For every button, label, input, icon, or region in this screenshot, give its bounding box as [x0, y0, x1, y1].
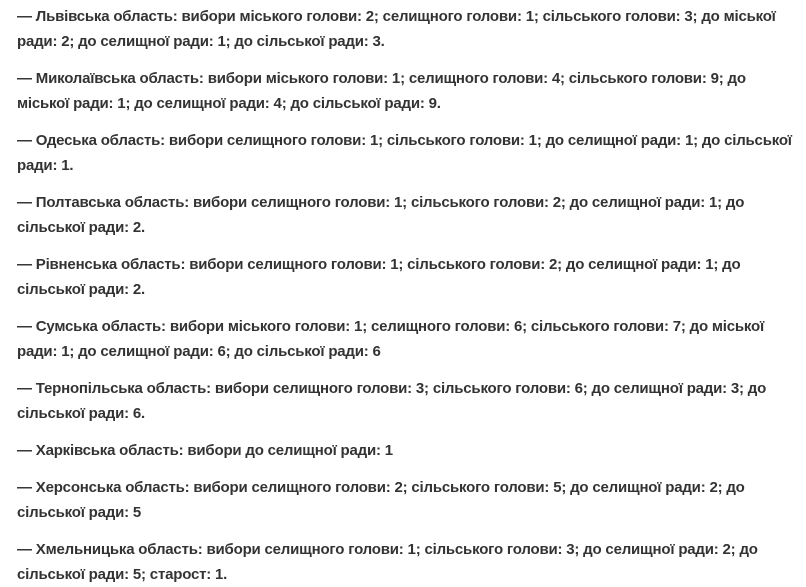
region-odesa: — Одеська область: вибори селищного голови: 1; сільського голови: 1; до селищної ради: 1; до сільської ради: 1.	[17, 132, 792, 174]
region-kharkiv: — Харківська область: вибори до селищної ради: 1	[17, 442, 393, 459]
region-lviv: — Львівська область: вибори міського голови: 2; селищного голови: 1; сільського голови: 3; до міської ради: 2; до селищної ради: 1; до сільської ради: 3.	[17, 8, 776, 50]
region-poltava: — Полтавська область: вибори селищного голови: 1; сільського голови: 2; до селищної ради: 1; до сільської ради: 2.	[17, 194, 745, 236]
region-rivne: — Рівненська область: вибори селищного голови: 1; сільського голови: 2; до селищної ради: 1; до сільської ради: 2.	[17, 256, 741, 298]
region-khmelnytskyi: — Хмельницька область: вибори селищного голови: 1; сільського голови: 3; до селищної ради: 2; до сільської ради: 5; старост: 1.	[17, 541, 758, 583]
region-kherson: — Херсонська область: вибори селищного голови: 2; сільського голови: 5; до селищної ради: 2; до сільської ради: 5	[17, 479, 745, 521]
region-sumy: — Сумська область: вибори міського голови: 1; селищного голови: 6; сільського голови: 7; до міської ради: 1; до селищної ради: 6; до сільської ради: 6	[17, 318, 764, 360]
region-ternopil: — Тернопільська область: вибори селищного голови: 3; сільського голови: 6; до селищної ради: 3; до сільської ради: 6.	[17, 380, 767, 422]
region-mykolaiv: — Миколаївська область: вибори міського голови: 1; селищного голови: 4; сільського голови: 9; до міської ради: 1; до селищної ради: 4; до сільської ради: 9.	[17, 70, 746, 112]
